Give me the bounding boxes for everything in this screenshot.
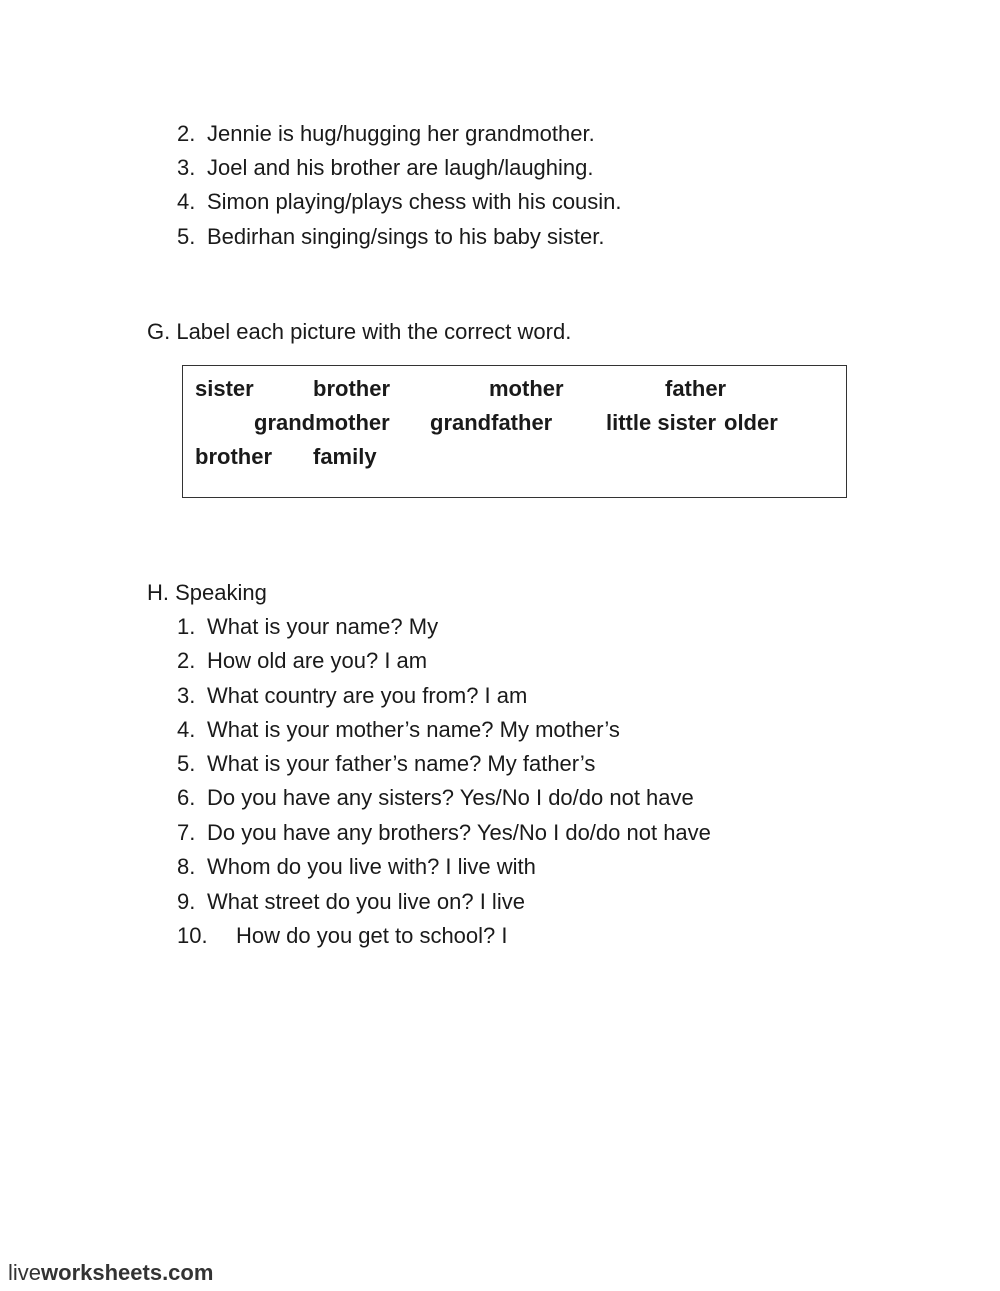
item-text: Bedirhan singing/sings to his baby sister. <box>207 224 605 249</box>
word-bank-word: brother <box>313 376 390 401</box>
word-bank-word: older <box>724 410 778 435</box>
item-number: 10. <box>177 923 208 948</box>
list-item <box>177 853 536 881</box>
logo-text-bold: worksheets.com <box>41 1260 214 1285</box>
section-heading-g: G. Label each picture with the correct word. <box>147 319 572 344</box>
item-text: What is your father’s name? My father’s <box>207 751 596 776</box>
item-text: Joel and his brother are laugh/laughing. <box>207 155 594 180</box>
section-heading-h: H. Speaking <box>147 580 267 605</box>
list-item <box>177 819 711 847</box>
word-bank-word: family <box>313 444 377 469</box>
word-bank-word: mother <box>489 376 564 401</box>
word-bank-word: grandfather <box>430 410 553 435</box>
word-bank-word: father <box>665 376 727 401</box>
item-number: 8. <box>177 854 196 879</box>
item-text: Do you have any brothers? Yes/No I do/do not have <box>207 820 711 845</box>
logo-text-light: live <box>8 1260 42 1285</box>
list-item <box>177 716 620 744</box>
list-item <box>177 120 595 148</box>
list-item <box>177 188 622 216</box>
item-number: 7. <box>177 820 196 845</box>
list-item <box>177 888 525 916</box>
liveworksheets-logo[interactable] <box>8 1260 213 1286</box>
item-number: 2. <box>177 648 196 673</box>
word-bank-word: sister <box>195 376 254 401</box>
word-bank-word: brother <box>195 444 272 469</box>
item-text: Simon playing/plays chess with his cousin. <box>207 189 622 214</box>
item-number: 4. <box>177 189 196 214</box>
item-number: 6. <box>177 785 196 810</box>
list-item <box>177 613 438 641</box>
item-number: 3. <box>177 155 196 180</box>
item-number: 5. <box>177 224 196 249</box>
list-item <box>177 154 594 182</box>
item-text: Whom do you live with? I live with <box>207 854 536 879</box>
item-text: How do you get to school? I <box>236 923 508 948</box>
list-item <box>177 784 694 812</box>
item-number: 9. <box>177 889 196 914</box>
item-text: What is your mother’s name? My mother’s <box>207 717 620 742</box>
item-number: 3. <box>177 683 196 708</box>
item-number: 5. <box>177 751 196 776</box>
item-number: 2. <box>177 121 196 146</box>
item-number: 1. <box>177 614 196 639</box>
word-bank-word: little sister <box>606 410 717 435</box>
item-text: Jennie is hug/hugging her grandmother. <box>207 121 595 146</box>
item-text: Do you have any sisters? Yes/No I do/do not have <box>207 785 694 810</box>
list-item <box>177 647 427 675</box>
list-item <box>177 682 527 710</box>
item-text: How old are you? I am <box>207 648 428 673</box>
word-bank-word: grandmother <box>254 410 390 435</box>
item-number: 4. <box>177 717 196 742</box>
item-text: What is your name? My <box>207 614 439 639</box>
item-text: What country are you from? I am <box>207 683 528 708</box>
list-item <box>177 223 604 251</box>
list-item <box>177 750 595 778</box>
list-item <box>177 922 508 950</box>
item-text: What street do you live on? I live <box>207 889 525 914</box>
